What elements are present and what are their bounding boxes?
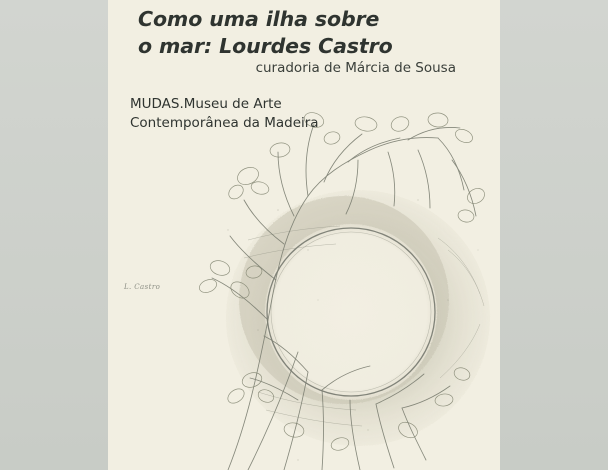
right-background-panel [500, 0, 608, 470]
left-background-panel [0, 0, 108, 470]
poster-venue-line2: Contemporânea da Madeira [130, 115, 319, 132]
artwork-signature: L. Castro [124, 283, 161, 291]
poster-title-line1: Como uma ilha sobre [138, 7, 380, 31]
poster-venue-line1: MUDAS.Museu de Arte [130, 96, 282, 112]
poster-curator: curadoria de Márcia de Sousa [255, 60, 456, 76]
poster-title [138, 6, 468, 61]
poster-venue [130, 95, 430, 133]
poster-text-layer [108, 0, 500, 470]
poster-image [108, 0, 500, 470]
poster-title-line2: o mar: Lourdes Castro [138, 34, 393, 59]
